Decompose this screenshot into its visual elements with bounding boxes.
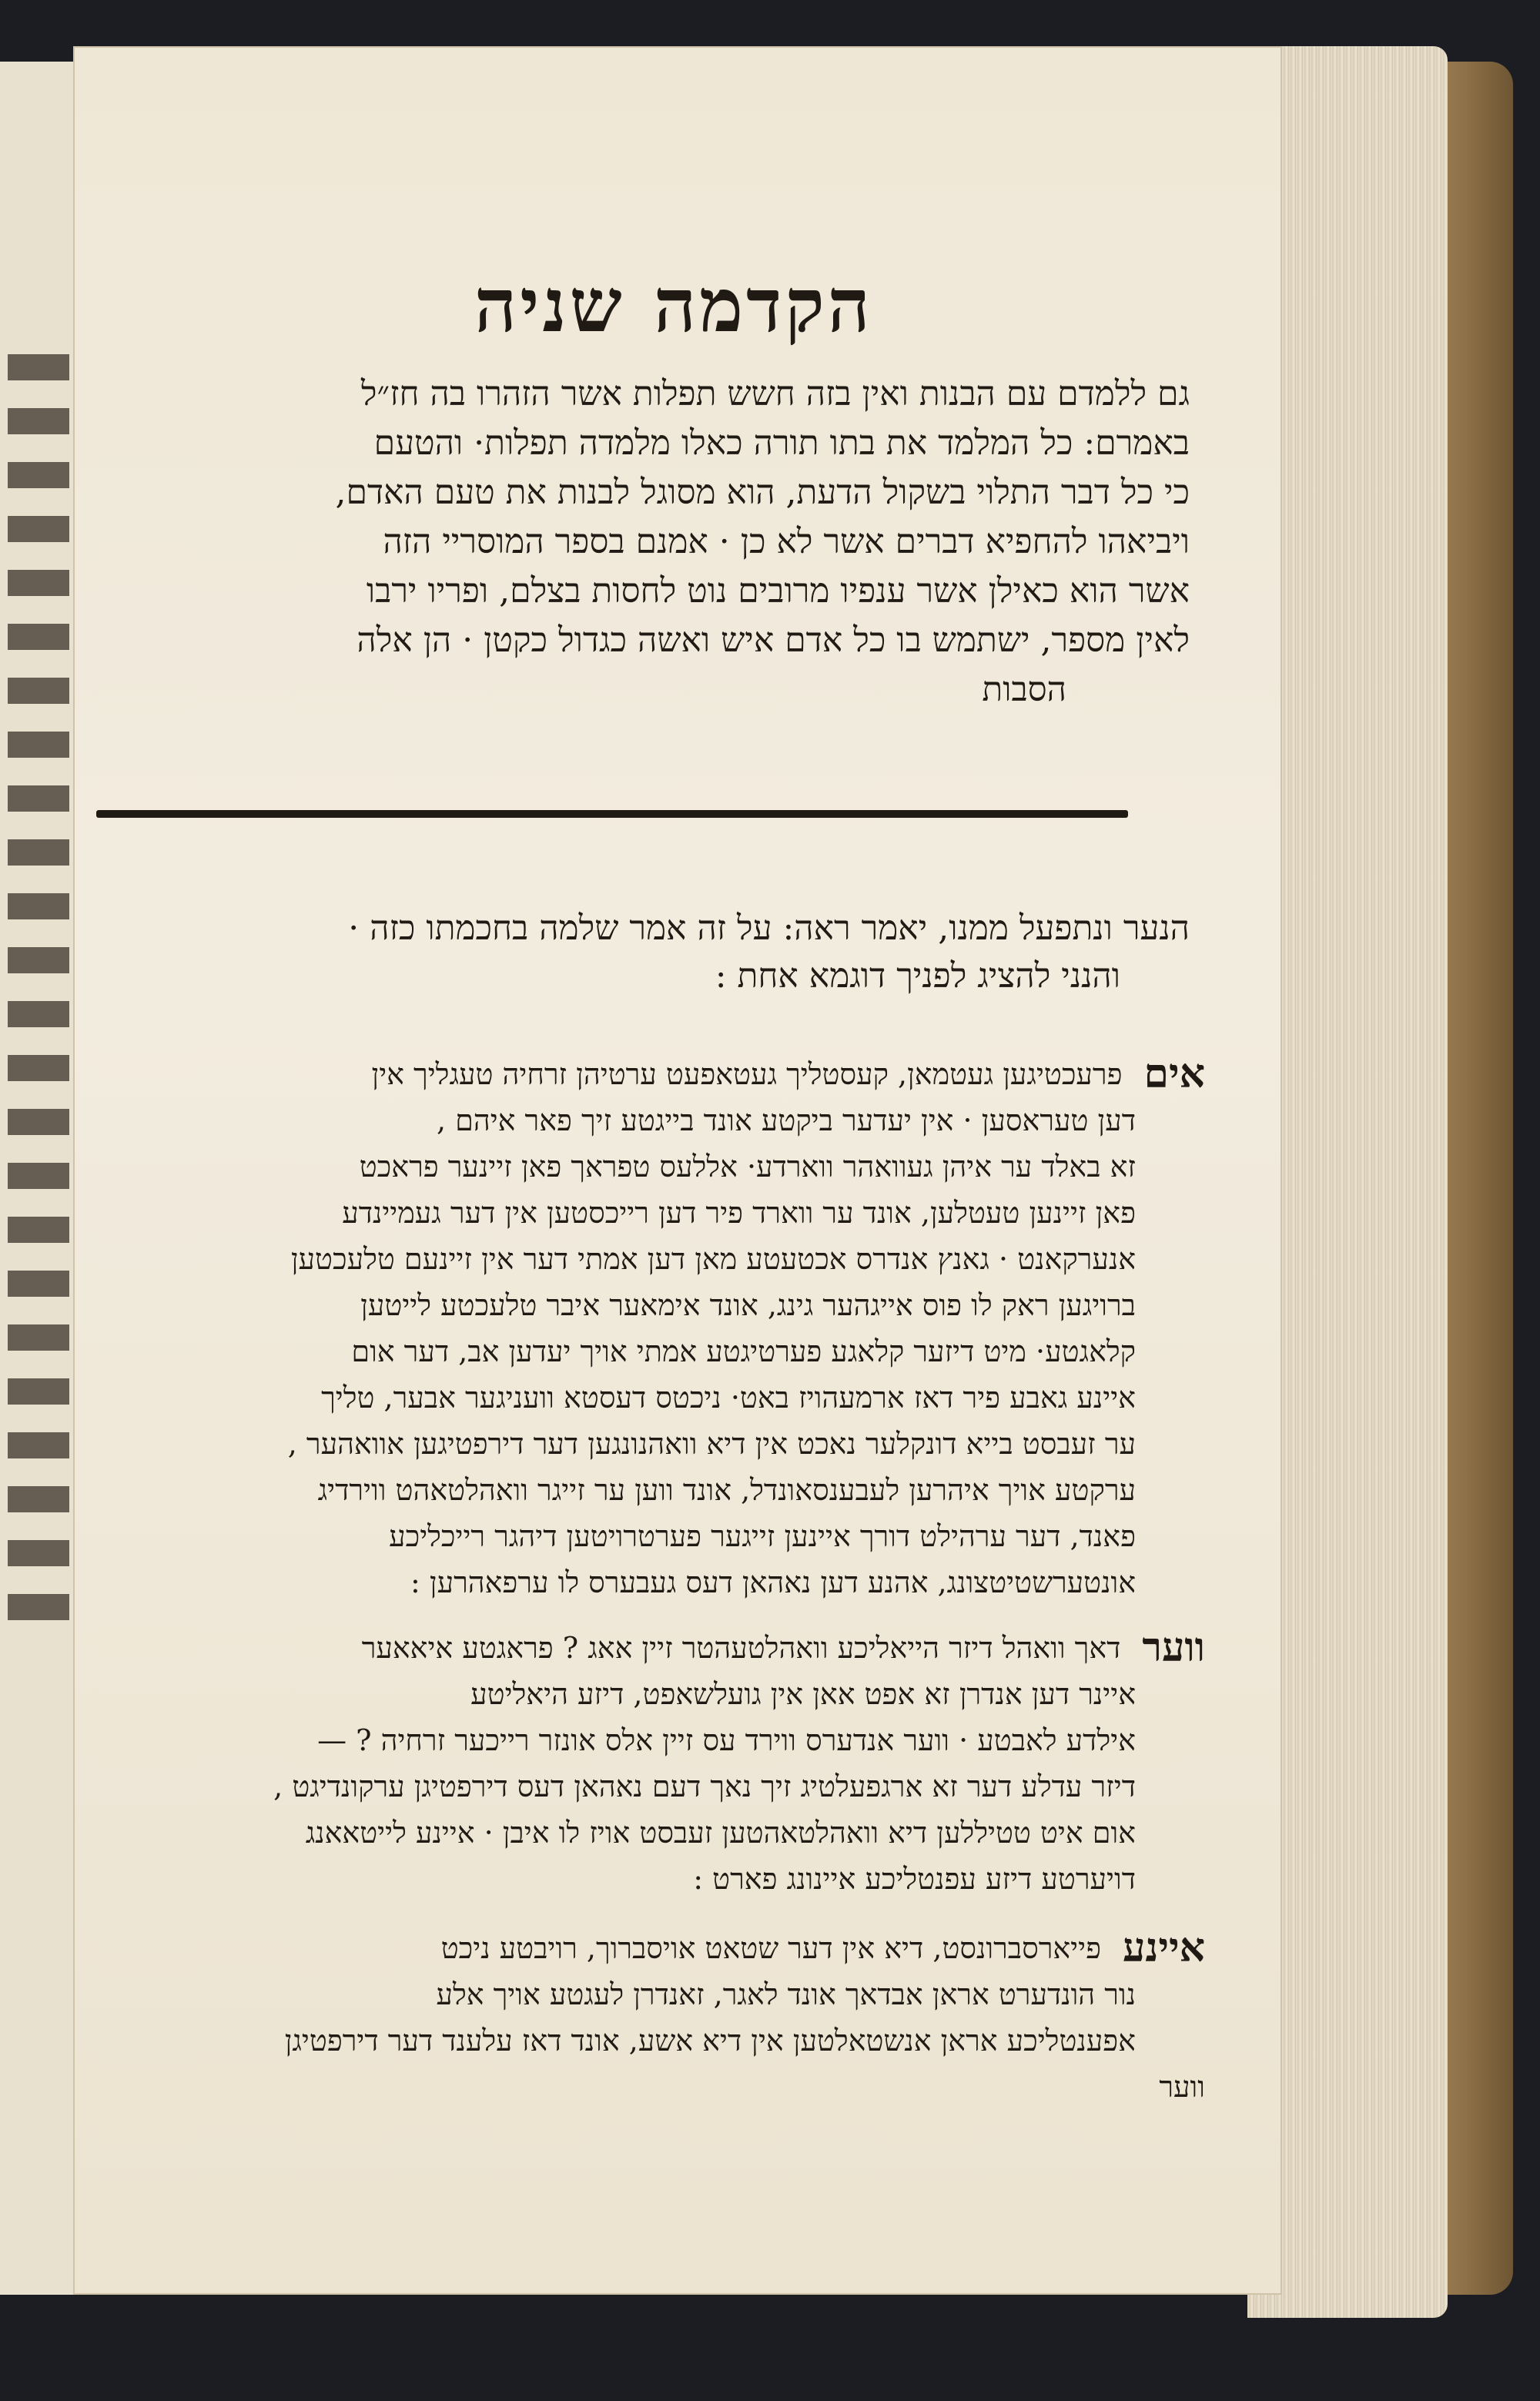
paragraph-line: אונטערשטיטצונג, אהנע דען נאהאן דעס געבערס לו ערפאהרען : [410,1566,1136,1599]
intro-line: הסבות [982,670,1066,709]
paragraph-line: נור הונדערט אראן אבדאך אונד לאגר, זאנדרן לעגטע אויך אלע [436,1977,1136,2011]
paragraph-line: אום איט טטיללען דיא וואהלטאהטען זעבסט אויז לו איבן · איינע לייטאאנג [305,1816,1136,1850]
paragraph-line: אילדע לאבטע · ווער אנדערס ווירד עס זיין אלס אונזר רייכער זרחיה ? — [317,1723,1136,1757]
paragraph-line: ברויגען ראק לו פוס אייגהער גינג, אונד אימאער איבר טלעכטע לייטען [360,1288,1136,1322]
intro-line: באמרם: כל המלמד את בתו תורה כאלו מלמדה תפלות· והטעם [373,424,1190,463]
paragraph-line: ערקטע אויך איהרען לעבענסאונדל, אונד ווען ער זייגר וואהלטאהט ווירדיג [317,1473,1136,1507]
drop-word: איינע [1123,1925,1205,1971]
intro-line: גם ללמדם עם הבנות ואין בזה חשש תפלות אשר הזהרו בה חז״ל [360,374,1190,414]
paragraph-1 [158,1051,1205,1606]
paragraph-line: אפענטליכע אראן אנשטאלטען אין דיא אשע, אונד דאז עלענד דער דירפטיגן [284,2024,1136,2058]
intro-line: ויביאהו להחפיא דברים אשר לא כן · אמנם בספר המוסריי הזה [383,522,1190,561]
paragraph-line: פרעכטיגען געטמאן, קעסטליך געטאפעט ערטיהן זרחיה טעגליך אין [371,1057,1123,1091]
book-page [73,46,1282,2295]
section-divider [96,810,1128,818]
facing-page-text-fragments [8,354,69,1648]
paragraph-3 [158,1925,1205,2110]
drop-word: ווער [1142,1625,1205,1671]
paragraph-line: דויערטע דיזע עפנטליכע איינונג פארט : [693,1862,1136,1896]
paragraph-line: פאן זיינען טעטלען, אונד ער ווארד פיר דען רייכסטען אין דער געמיינדע [342,1196,1136,1230]
intro-block [150,370,1190,715]
drop-word: אים [1143,1051,1205,1097]
paragraph-line: פאנד, דער ערהילט דורך איינען זייגער פערטרויטען דיהגר רייכליכע [389,1519,1136,1553]
lead-line: והנני להציג לפניך דוגמא אחת : [715,956,1120,996]
intro-line: אשר הוא כאילן אשר ענפיו מרובים נוט לחסות בצלם, ופריו ירבו [366,571,1190,611]
paragraph-line: איינר דען אנדרן זא אפט אאן אין גועלשאפט, דיזע היאליטע [470,1677,1136,1711]
paragraph-line: איינע גאבע פיר דאז ארמעהויז באט· ניכטס דעסטא וועניגער אבער, טליך [321,1381,1136,1415]
page-title: הקדמה שניה [474,262,873,349]
lead-block [158,905,1190,1000]
paragraph-line: פייארסברונסט, דיא אין דער שטאט אויסברוך, רויבטע ניכט [440,1931,1101,1965]
paragraph-line: אנערקאנט · גאנץ אנדרס אכטעטע מאן דען אמתי דער אין זיינעם טלעכטען [290,1242,1136,1276]
paragraph-line: ער זעבסט בייא דונקלער נאכט אין דיא וואהנונגען דער דירפטיגען אוואהער , [287,1427,1136,1461]
lead-line: הנער ונתפעל ממנו, יאמר ראה: על זה אמר שלמה בחכמתו כזה · [348,909,1190,948]
intro-line: כי כל דבר התלוי בשקול הדעת, הוא מסוגל לבנות את טעם האדם, [335,473,1190,512]
paragraph-line: זא באלד ער איהן געוואהר ווארדע· אללעס טפראך פאן זיינער פראכט [359,1150,1136,1184]
paragraph-line: דיזר עדלע דער זא ארגפעלטיג זיך נאך דעם נאהאן דעס דירפטיגן ערקונדיגט , [273,1770,1136,1803]
paragraph-line: ווער [1159,2070,1205,2104]
intro-line: לאין מספר, ישתמש בו כל אדם איש ואשה כגדול כקטן · הן אלה [357,621,1190,660]
paragraph-line: קלאגטע· מיט דיזער קלאגע פערטיגטע אמתי אויך יעדען אב, דער אום [351,1334,1136,1368]
paragraph-line: דאך וואהל דיזר הייאליכע וואהלטעהטר זיין אאג ? פראגטע איאאער [361,1631,1121,1665]
paragraph-line: דען טעראסען · אין יעדער ביקטע אונד בייגטע זיך פאר איהם , [436,1103,1136,1137]
paragraph-2 [158,1625,1205,1902]
